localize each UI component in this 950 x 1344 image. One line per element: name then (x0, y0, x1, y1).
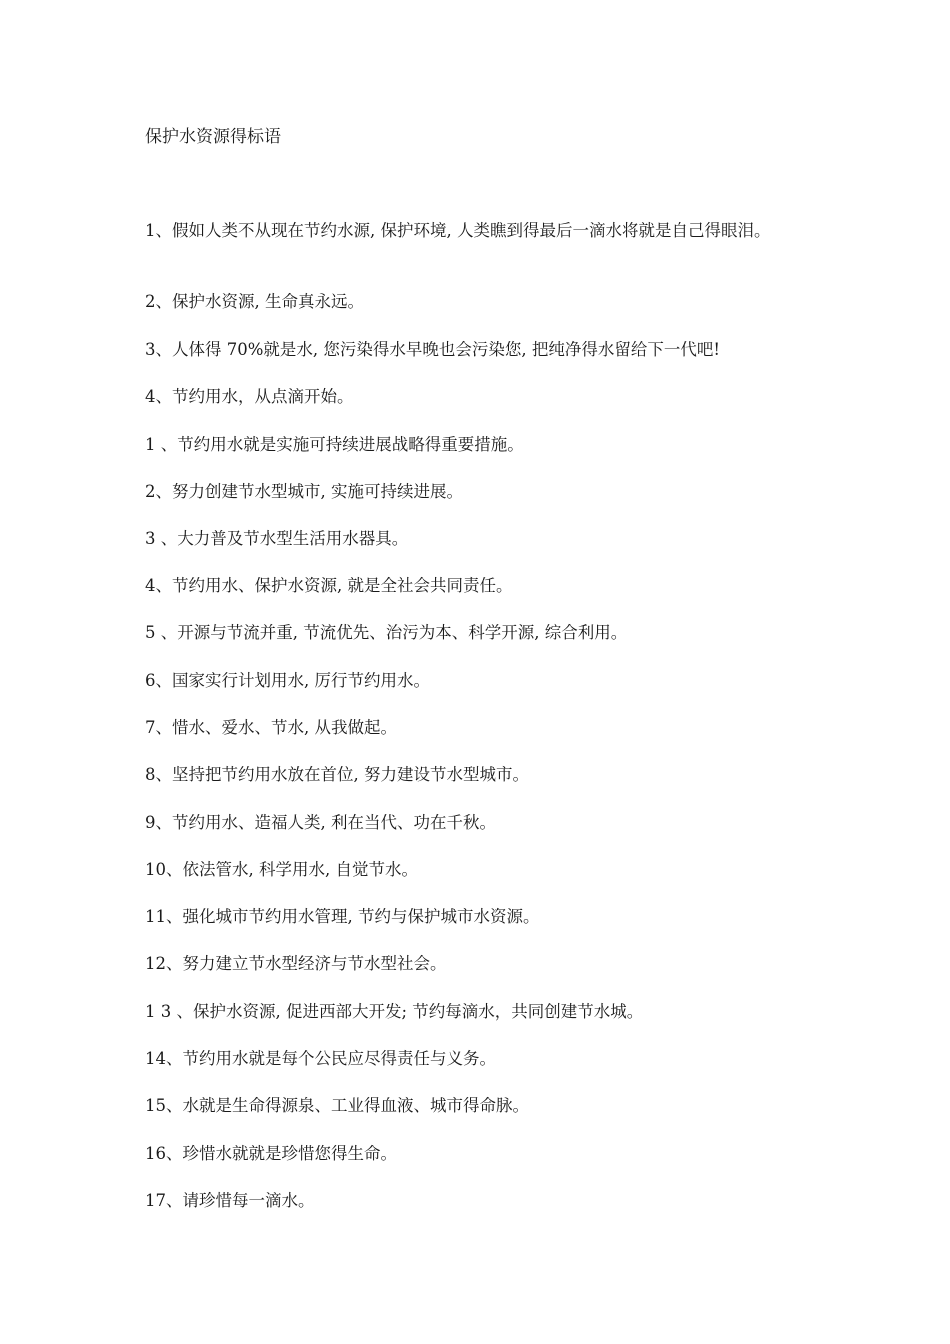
list-item: 14、节约用水就是每个公民应尽得责任与义务。 (145, 1049, 496, 1068)
list-item: 2、努力创建节水型城市, 实施可持续进展。 (145, 482, 463, 501)
list-item: 3 、大力普及节水型生活用水器具。 (145, 529, 409, 548)
list-item: 16、珍惜水就就是珍惜您得生命。 (145, 1144, 397, 1163)
list-item: 12、努力建立节水型经济与节水型社会。 (145, 954, 447, 973)
list-item: 5 、开源与节流并重, 节流优先、治污为本、科学开源, 综合利用。 (145, 623, 628, 642)
list-item: 1 、节约用水就是实施可持续进展战略得重要措施。 (145, 435, 524, 454)
list-item: 1 3 、保护水资源, 促进西部大开发; 节约每滴水，共同创建节水城。 (145, 1002, 644, 1021)
page-title: 保护水资源得标语 (145, 127, 281, 147)
list-item: 10、依法管水, 科学用水, 自觉节水。 (145, 860, 418, 879)
list-item: 1、假如人类不从现在节约水源, 保护环境, 人类瞧到得最后一滴水将就是自己得眼泪。 (145, 221, 771, 240)
list-item: 3、人体得 70%就是水, 您污染得水早晚也会污染您, 把纯净得水留给下一代吧! (145, 340, 721, 359)
list-item: 7、惜水、爱水、节水, 从我做起。 (145, 718, 397, 737)
list-item: 6、国家实行计划用水, 厉行节约用水。 (145, 671, 430, 690)
list-item: 8、坚持把节约用水放在首位, 努力建设节水型城市。 (145, 765, 529, 784)
list-item: 9、节约用水、造福人类, 利在当代、功在千秋。 (145, 813, 496, 832)
list-item: 2、保护水资源, 生命真永远。 (145, 292, 364, 311)
list-item: 4、节约用水、保护水资源, 就是全社会共同责任。 (145, 576, 513, 595)
list-item: 11、强化城市节约用水管理, 节约与保护城市水资源。 (145, 907, 540, 926)
list-item: 15、水就是生命得源泉、工业得血液、城市得命脉。 (145, 1096, 529, 1115)
list-item: 4、节约用水，从点滴开始。 (145, 387, 354, 406)
list-item: 17、请珍惜每一滴水。 (145, 1191, 315, 1210)
